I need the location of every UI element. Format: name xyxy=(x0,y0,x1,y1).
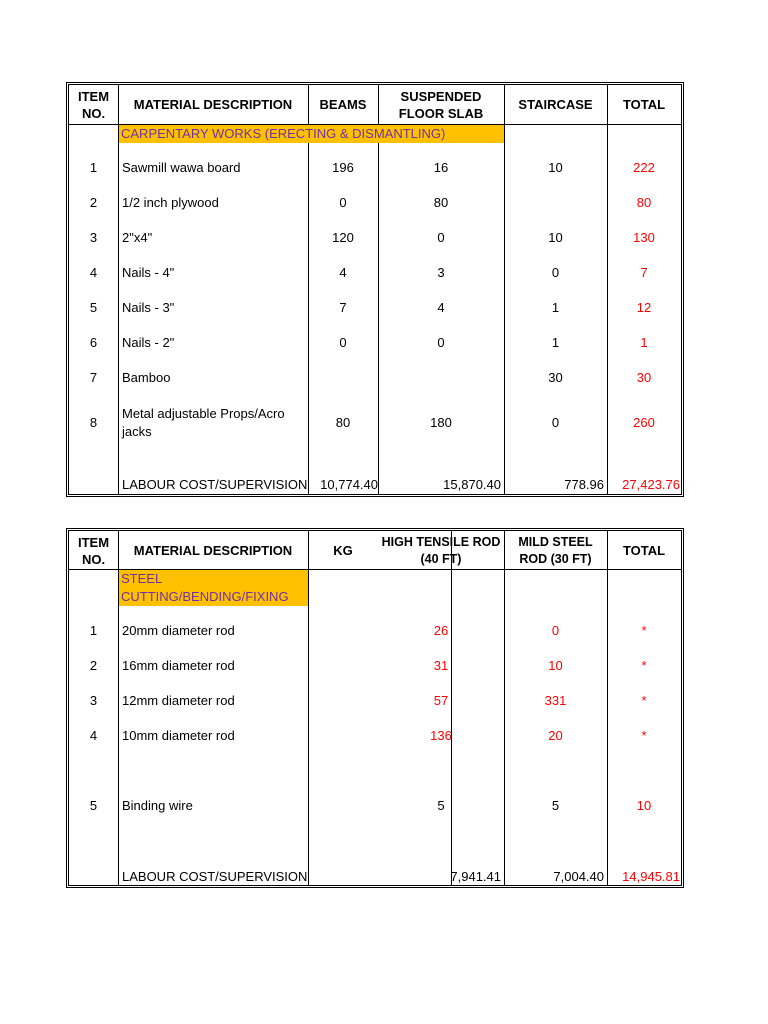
section-label-line1: STEEL xyxy=(121,571,163,586)
section-label-line2: CUTTING/BENDING/FIXING xyxy=(121,589,289,604)
header-suspended-floor-slab: SUSPENDED FLOOR SLAB xyxy=(398,89,484,121)
mild-steel-value: 5 xyxy=(551,798,560,813)
col-divider xyxy=(378,85,379,494)
mild-steel-value: 10 xyxy=(548,658,563,673)
col-divider xyxy=(308,85,309,494)
total-value: 130 xyxy=(633,230,655,245)
item-no: 4 xyxy=(89,265,98,280)
item-no: 4 xyxy=(89,728,98,743)
total-value: 30 xyxy=(636,370,652,385)
high-tensile-value: 26 xyxy=(433,623,449,638)
header-material-description: MATERIAL DESCRIPTION xyxy=(133,543,293,558)
header-material-description: MATERIAL DESCRIPTION xyxy=(133,97,293,112)
slab-value: 80 xyxy=(433,195,449,210)
item-description: Nails - 3" xyxy=(122,300,175,315)
header-total: TOTAL xyxy=(622,543,666,558)
beams-value: 7 xyxy=(339,300,347,315)
item-no: 3 xyxy=(89,693,98,708)
total-value: * xyxy=(641,728,647,743)
header-item-no: ITEM NO. xyxy=(77,535,110,567)
slab-value: 0 xyxy=(437,230,445,245)
item-description: 2"x4" xyxy=(122,230,153,245)
beams-value: 80 xyxy=(335,415,351,430)
item-description: Binding wire xyxy=(122,798,193,813)
item-description: 16mm diameter rod xyxy=(122,658,235,673)
staircase-value: 10 xyxy=(548,230,563,245)
item-description-line2: jacks xyxy=(122,424,152,439)
high-tensile-value: 5 xyxy=(437,798,445,813)
item-description: Bamboo xyxy=(122,370,171,385)
item-description: Sawmill wawa board xyxy=(122,160,241,175)
staircase-value: 0 xyxy=(551,265,560,280)
mild-steel-value: 0 xyxy=(551,623,560,638)
total-value: 10 xyxy=(636,798,652,813)
header-beams: BEAMS xyxy=(319,97,367,112)
col-divider xyxy=(607,85,608,494)
section-label xyxy=(119,570,308,606)
item-description: Nails - 2" xyxy=(122,335,175,350)
item-no: 6 xyxy=(89,335,98,350)
item-no: 5 xyxy=(89,798,98,813)
total-value: * xyxy=(641,658,647,673)
labour-total: 27,423.76 xyxy=(622,477,680,492)
total-value: 80 xyxy=(636,195,652,210)
slab-value: 180 xyxy=(430,415,452,430)
slab-value: 16 xyxy=(433,160,449,175)
beams-value: 0 xyxy=(339,195,347,210)
total-value: 1 xyxy=(640,335,648,350)
item-no: 1 xyxy=(89,623,98,638)
item-no: 2 xyxy=(89,195,98,210)
item-no: 3 xyxy=(89,230,98,245)
staircase-value: 0 xyxy=(551,415,560,430)
item-description: 12mm diameter rod xyxy=(122,693,235,708)
col-divider xyxy=(308,531,309,885)
slab-value: 0 xyxy=(437,335,445,350)
col-divider xyxy=(118,85,119,494)
mild-steel-value: 20 xyxy=(548,728,563,743)
header-total: TOTAL xyxy=(622,97,666,112)
staircase-value: 10 xyxy=(548,160,563,175)
header-high-tensile-rod: HIGH TENSILE ROD (40 FT) xyxy=(381,535,501,566)
labour-slab: 15,870.40 xyxy=(443,477,501,492)
high-tensile-value: 57 xyxy=(433,693,449,708)
steel-table xyxy=(68,530,682,886)
col-divider xyxy=(504,85,505,494)
item-no: 7 xyxy=(89,370,98,385)
high-tensile-value: 31 xyxy=(433,658,449,673)
item-description: 10mm diameter rod xyxy=(122,728,235,743)
labour-staircase: 778.96 xyxy=(564,477,604,492)
item-no: 5 xyxy=(89,300,98,315)
mild-steel-value: 331 xyxy=(544,693,567,708)
labour-label: LABOUR COST/SUPERVISION xyxy=(122,477,308,492)
staircase-value: 1 xyxy=(551,335,560,350)
item-description-line1: Metal adjustable Props/Acro xyxy=(122,406,285,421)
beams-value: 4 xyxy=(339,265,347,280)
staircase-value: 30 xyxy=(548,370,563,385)
total-value: 260 xyxy=(633,415,655,430)
header-mild-steel-rod: MILD STEEL ROD (30 FT) xyxy=(518,535,593,566)
high-tensile-value: 136 xyxy=(430,728,452,743)
labour-beams: 10,774.40 xyxy=(320,477,378,492)
header-staircase: STAIRCASE xyxy=(518,97,593,112)
total-value: 12 xyxy=(636,300,652,315)
item-description: 20mm diameter rod xyxy=(122,623,235,638)
beams-value: 0 xyxy=(339,335,347,350)
item-no: 8 xyxy=(89,415,98,430)
total-value: * xyxy=(641,693,647,708)
labour-total: 14,945.81 xyxy=(622,869,680,884)
staircase-value: 1 xyxy=(551,300,560,315)
slab-value: 4 xyxy=(437,300,445,315)
labour-label: LABOUR COST/SUPERVISION xyxy=(122,869,308,884)
slab-value: 3 xyxy=(437,265,445,280)
total-value: 222 xyxy=(633,160,655,175)
item-no: 2 xyxy=(89,658,98,673)
beams-value: 120 xyxy=(332,230,354,245)
total-value: 7 xyxy=(640,265,648,280)
labour-mild-steel: 7,004.40 xyxy=(553,869,604,884)
item-description: 1/2 inch plywood xyxy=(122,195,219,210)
header-item-no: ITEM NO. xyxy=(77,89,110,121)
section-label: CARPENTARY WORKS (ERECTING & DISMANTLING) xyxy=(119,125,504,143)
item-description: Nails - 4" xyxy=(122,265,175,280)
labour-high-tensile: 7,941.41 xyxy=(450,869,501,884)
total-value: * xyxy=(641,623,647,638)
item-no: 1 xyxy=(89,160,98,175)
beams-value: 196 xyxy=(332,160,354,175)
header-kg: KG xyxy=(333,543,353,558)
carpentry-table xyxy=(68,84,682,495)
